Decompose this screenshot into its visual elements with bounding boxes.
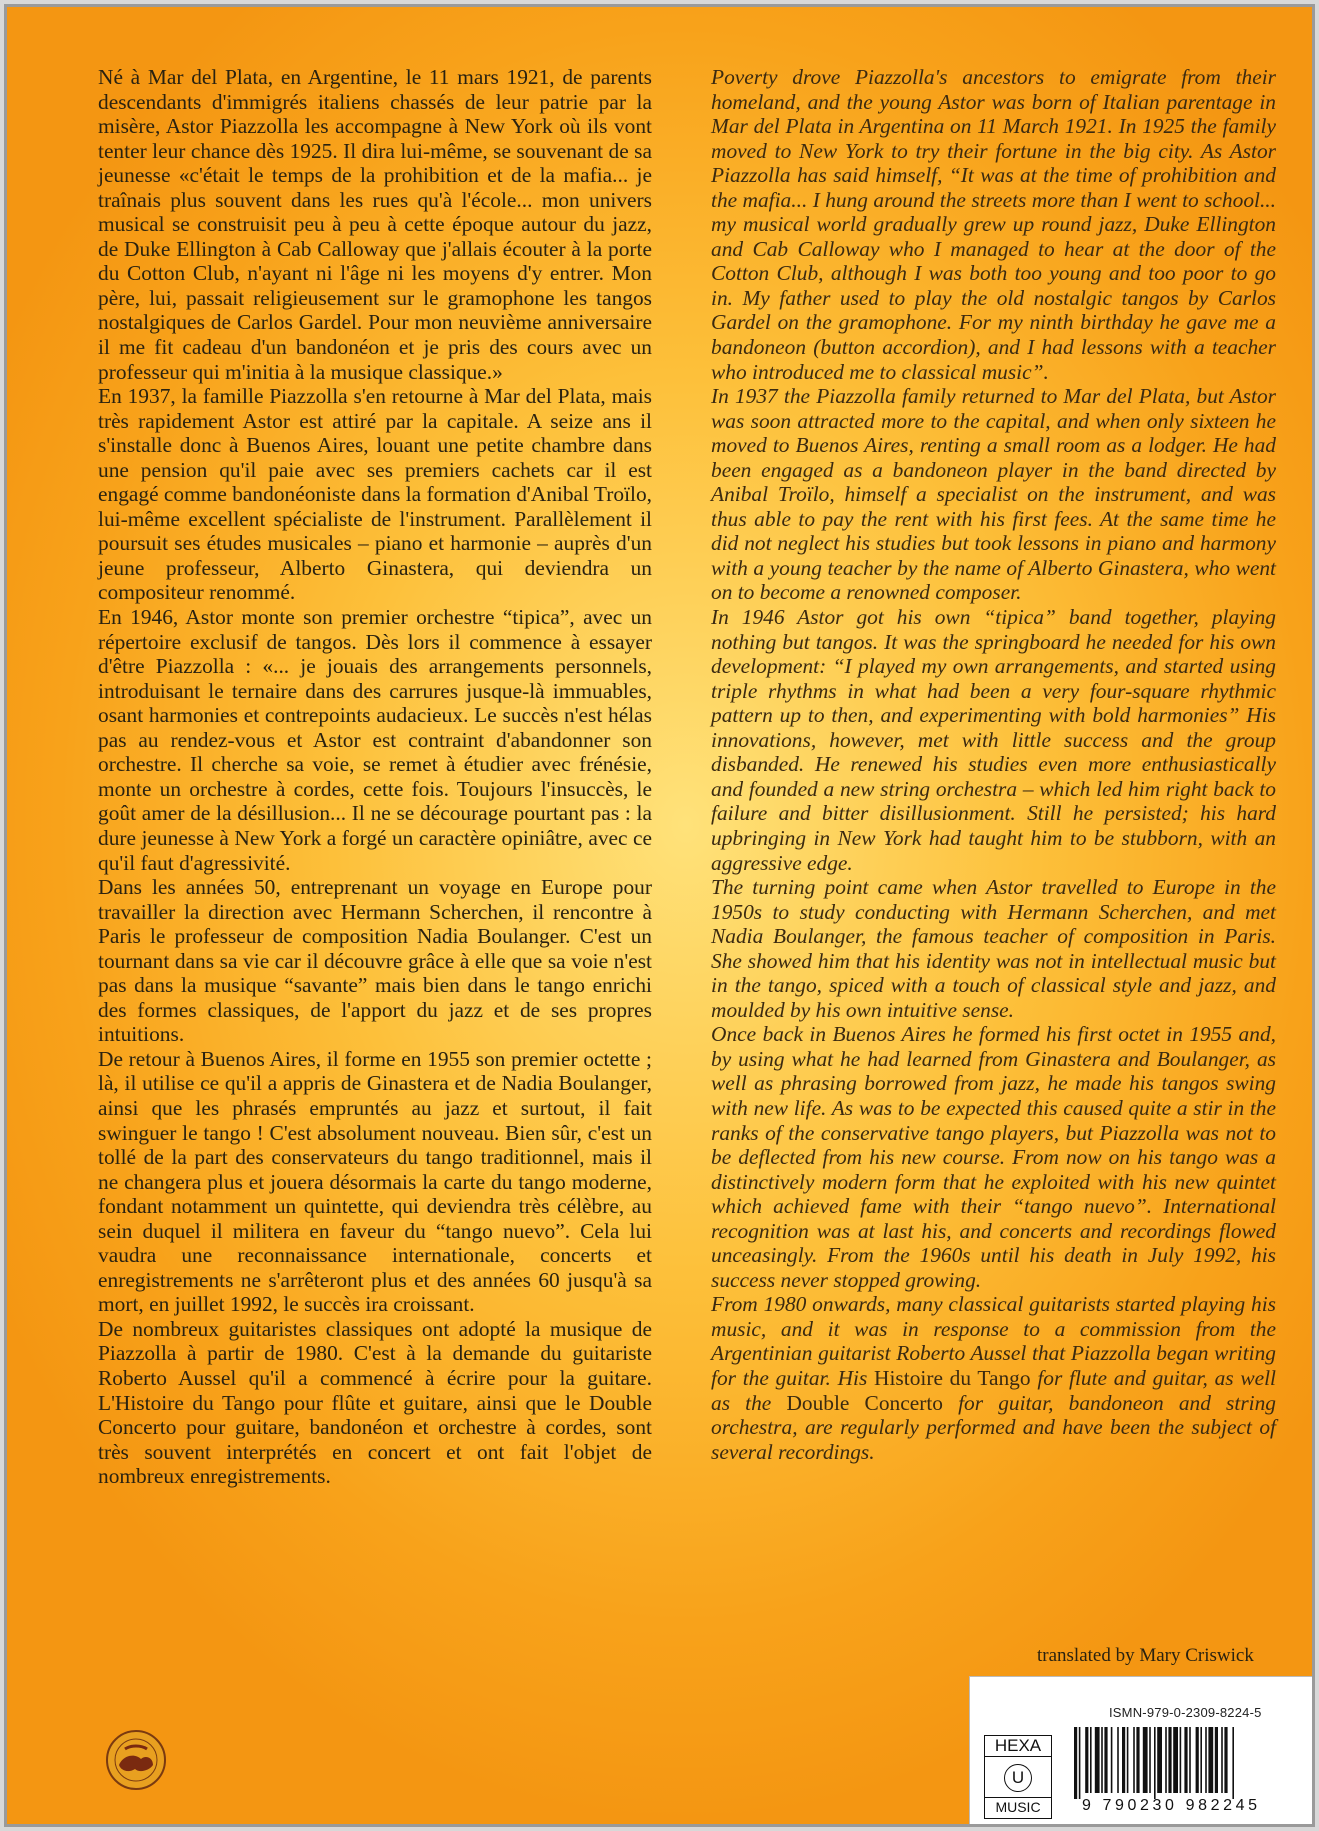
english-paragraph: The turning point came when Astor travelled to Europe in the 1950s to study conducting with Hermann Scherchen, and met Nadia Boulanger, the famous teacher of composition in Paris. She showed him that his identity was not in intellectual music but in the tango, spiced with a touch of classical style and jazz, and moulded by his own intuitive sense. xyxy=(711,875,1276,1022)
barcode-bar xyxy=(1157,1727,1162,1793)
logo-text: HEXA xyxy=(985,1736,1051,1757)
french-paragraph: En 1946, Astor monte son premier orchestre “tipica”, avec un répertoire exclusif de tangos. Dès lors il commence à essayer d'être Piazzolla : «... je jouais des arrangements personnels, introduisant le ternaire dans des carrures jusque-là immuables, osant harmonies et contrepoints audacieux. Le succès n'est hélas pas au rendez-vous et Astor est contraint d'abandonner son orchestre. Il cherche sa voie, se remet à étudier avec frénésie, monte un orchestre à cordes, cette fois. Toujours l'insuccès, le goût amer de la désillusion... Il ne se décourage pourtant pas : la dure jeunesse à New York a forgé un caractère opiniâtre, avec ce qu'il faut d'agressivité. xyxy=(98,605,652,875)
hexa-music-logo xyxy=(984,1735,1052,1819)
english-text: From 1980 onwards, many classical guitarists started playing his music, and it was in response to a commission from the Argentinian guitarist Roberto Aussel that Piazzolla began writing for the guitar. His xyxy=(711,1292,1276,1390)
back-cover xyxy=(4,4,1315,1827)
barcode-digits: 9 790230 982245 xyxy=(1082,1797,1261,1814)
french-text-column xyxy=(98,65,652,1489)
barcode-icon xyxy=(1074,1727,1294,1799)
barcode-bar xyxy=(1101,1727,1103,1793)
barcode-bar xyxy=(1133,1727,1135,1793)
logo-text: MUSIC xyxy=(985,1797,1051,1816)
ismn-number: ISMN-979-0-2309-8224-5 xyxy=(1109,1705,1262,1720)
french-paragraph: Né à Mar del Plata, en Argentine, le 11 mars 1921, de parents descendants d'immigrés italiens chassés de leur patrie par la misère, Astor Piazzolla les accompagne à New York où ils vont tenter leur chance dès 1925. Il dira lui-même, se souvenant de sa jeunesse «c'était le temps de la prohibition et de la mafia... je traînais plus souvent dans les rues qu'à l'école... mon univers musical se construisit peu à peu à cette époque autour du jazz, de Duke Ellington à Cab Calloway que j'allais écouter à la porte du Cotton Club, n'ayant ni l'âge ni les moyens d'y entrer. Mon père, lui, passait religieusement sur le gramophone les tangos nostalgiques de Carlos Gardel. Pour mon neuvième anniversaire il me fit cadeau d'un bandonéon et je pris des cours avec un professeur qui m'initia à la musique classique.» xyxy=(98,65,652,384)
barcode-bar xyxy=(1168,1727,1171,1793)
work-title: Double Concerto xyxy=(786,1390,943,1415)
english-paragraph: In 1946 Astor got his own “tipica” band together, playing nothing but tangos. It was the springboard he needed for his own development: “I played my own arrangements, and started using triple rhythms in what had been a very four-square rhythmic pattern up to then, and experimenting with bold harmonies” His innovations, however, met with little success and the group disbanded. He renewed his studies even more enthusiastically and founded a new string orchestra – which led him right back to failure and bitter disillusionment. Still he persisted; his hard upbringing in New York had taught him to be stubborn, with an aggressive edge. xyxy=(711,605,1276,875)
logo-mark-icon: U xyxy=(1004,1764,1032,1792)
english-text-column xyxy=(711,65,1276,1464)
barcode-bar xyxy=(1200,1727,1202,1793)
imprim-vert-logo-icon xyxy=(105,1729,167,1791)
english-paragraph-last xyxy=(711,1292,1276,1464)
barcode-bar xyxy=(1090,1727,1092,1793)
barcode-bar xyxy=(1180,1727,1182,1793)
english-paragraph: In 1937 the Piazzolla family returned to Mar del Plata, but Astor was soon attracted more to the capital, and when only sixteen he moved to Buenos Aires, renting a small room as a lodger. He had been engaged as a bandoneon player in the band directed by Anibal Troïlo, himself a specialist on the instrument, and was thus able to pay the rent with his first fees. At the same time he did not neglect his studies but took lessons in piano and harmony with a young teacher by the name of Alberto Ginastera, who went on to become a renowned composer. xyxy=(711,384,1276,605)
barcode-bar xyxy=(1079,1727,1081,1799)
barcode-bar xyxy=(1127,1727,1129,1793)
english-text: for guitar, bandoneon and string orchestra, are regularly performed and have been the subject of several recordings. xyxy=(711,1390,1276,1464)
english-text: for flute and guitar, as well as the xyxy=(711,1365,1276,1415)
french-paragraph: De retour à Buenos Aires, il forme en 1955 son premier octette ; là, il utilise ce qu'il a appris de Ginastera et de Nadia Boulanger, ainsi que les phrasés empruntés au jazz et surtout, il fait swinguer le tango ! C'est absolument nouveau. Bien sûr, c'est un tollé de la part des conservateurs du tango traditionnel, mais il ne changera plus et jouera désormais la carte du tango moderne, fondant notamment un quintette, qui deviendra très célèbre, au sein duquel il militera en faveur du “tango nuevo”. Cela lui vaudra une reconnaissance internationale, concerts et enregistrements ne s'arrêteront plus et des années 60 jusqu'à sa mort, en juillet 1992, le succès ira croissant. xyxy=(98,1046,652,1317)
barcode-bar xyxy=(1189,1727,1191,1793)
barcode-bar xyxy=(1104,1727,1107,1793)
barcode-bar xyxy=(1095,1727,1100,1793)
barcode-bar xyxy=(1173,1727,1178,1793)
barcode-bar xyxy=(1085,1727,1088,1793)
work-title: Histoire du Tango xyxy=(874,1365,1031,1390)
french-paragraph: Dans les années 50, entreprenant un voyage en Europe pour travailler la direction avec Hermann Scherchen, il rencontre à Paris le professeur de composition Nadia Boulanger. C'est un tournant dans sa vie car il découvre grâce à elle que sa voie n'est pas dans la musique “savante” mais bien dans le tango enrichi des formes classiques, de l'apport du jazz et de ses propres intuitions. xyxy=(98,875,652,1047)
barcode-bar xyxy=(1232,1727,1234,1799)
english-paragraph: Poverty drove Piazzolla's ancestors to emigrate from their homeland, and the young Astor was born of Italian parentage in Mar del Plata in Argentina on 11 March 1921. In 1925 the family moved to New York to try their fortune in the big city. As Astor Piazzolla has said himself, “It was at the time of prohibition and the mafia... I hung around the streets more than I went to school... my musical world gradually grew up round jazz, Duke Ellington and Cab Calloway who I managed to hear at the door of the Cotton Club, although I was both too young and too poor to go in. My father used to play the old nostalgic tangos by Carlos Gardel on the gramophone. For my ninth birthday he gave me a bandoneon (button accordion), and I had lessons with a teacher who introduced me to classical music”. xyxy=(711,65,1276,384)
barcode-bar xyxy=(1149,1727,1151,1793)
barcode-bar xyxy=(1196,1727,1199,1793)
barcode-bar xyxy=(1143,1727,1148,1793)
barcode-bar xyxy=(1224,1727,1227,1793)
barcode-bar xyxy=(1074,1727,1077,1799)
english-paragraph: Once back in Buenos Aires he formed his first octet in 1955 and, by using what he had learned from Ginastera and Boulanger, as well as phrasing borrowed from jazz, he made his tangos swing with new life. As was to be expected this caused quite a stir in the ranks of the conservative tango players, but Piazzolla was not to be deflected from his new course. From now on his tango was a distinctively modern form that he exploited with his new quintet which achieved fame with their “tango nuevo”. International recognition was at last his, and concerts and recordings flowed unceasingly. From the 1960s until his death in July 1992, his success never stopped growing. xyxy=(711,1022,1276,1292)
barcode-bar xyxy=(1136,1727,1139,1793)
barcode-bar xyxy=(1117,1727,1119,1793)
barcode-bar xyxy=(1111,1727,1113,1793)
barcode-bar xyxy=(1205,1727,1207,1793)
barcode-bar xyxy=(1122,1727,1125,1793)
barcode-bar xyxy=(1215,1727,1218,1793)
barcode-bar xyxy=(1208,1727,1213,1793)
barcode-bar xyxy=(1165,1727,1167,1793)
french-paragraph: De nombreux guitaristes classiques ont adopté la musique de Piazzolla à partir de 1980. C'est à la demande du guitariste Roberto Aussel qu'il a commencé à écrire pour la guitare. L'Histoire du Tango pour flûte et guitare, ainsi que le Double Concerto pour guitare, bandonéon et orchestre à cordes, sont très souvent interprétés en concert et ont fait l'objet de nombreux enregistrements. xyxy=(98,1316,652,1489)
barcode-bar xyxy=(1154,1727,1156,1799)
barcode-bar xyxy=(1184,1727,1187,1793)
barcode-panel xyxy=(969,1676,1312,1825)
french-paragraph: En 1937, la famille Piazzolla s'en retourne à Mar del Plata, mais très rapidement Astor est attiré par la capitale. A seize ans il s'installe donc à Buenos Aires, louant une petite chambre dans une pension qu'il paie avec ses premiers cachets car il est engagé comme bandonéoniste dans la formation d'Anibal Troïlo, lui-même excellent spécialiste de l'instrument. Parallèlement il poursuit ses études musicales – piano et harmonie – auprès d'un jeune professeur, Alberto Ginastera, qui deviendra un compositeur renommé. xyxy=(98,384,652,605)
translator-credit: translated by Mary Criswick xyxy=(1037,1645,1254,1666)
barcode-bar xyxy=(1221,1727,1223,1793)
